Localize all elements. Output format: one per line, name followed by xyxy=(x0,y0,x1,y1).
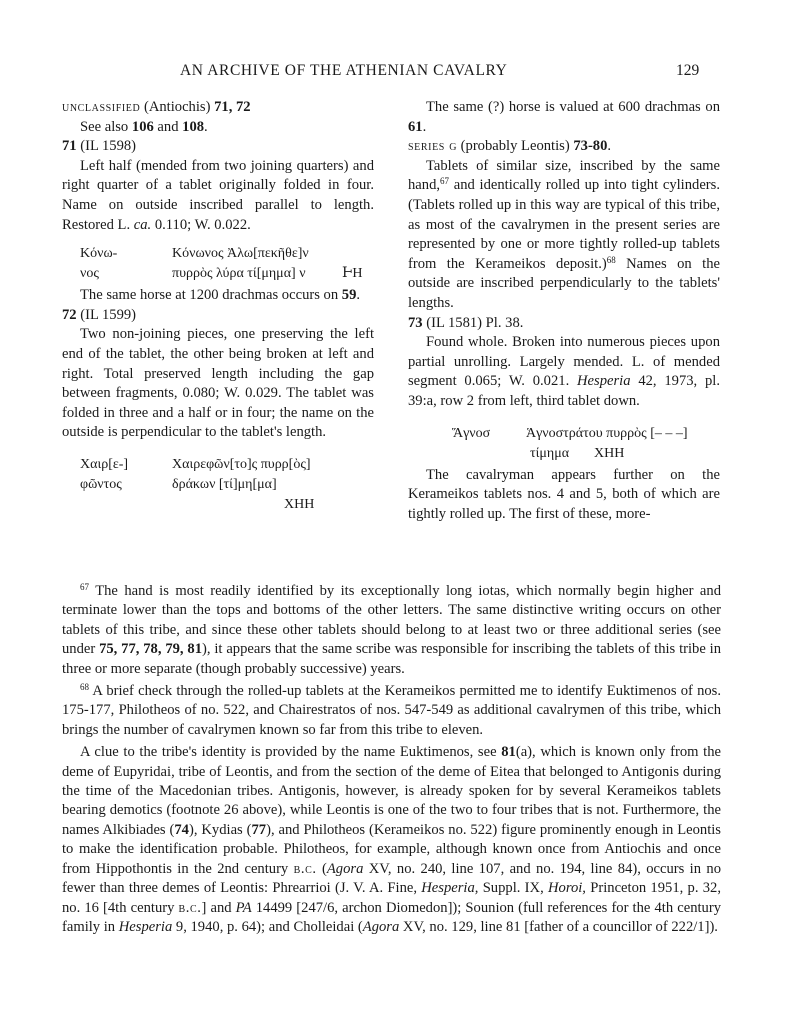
insc-71-value: ͰH xyxy=(342,266,363,282)
see-also-line: See also 106 and 108. xyxy=(80,118,208,135)
entry-71-note: The same horse at 1200 drachmas occurs on 59. xyxy=(80,287,361,304)
same-horse-note: The same (?) horse is valued at 600 drachmas on 61. xyxy=(408,99,720,135)
footnotes xyxy=(62,582,721,937)
series-g-heading: series g (probably Leontis) 73-80. xyxy=(408,138,612,155)
entry-71-heading: 71 (IL 1598) xyxy=(62,138,137,155)
page-number: 129 xyxy=(676,62,700,79)
entry-73-heading: 73 (IL 1581) Pl. 38. xyxy=(408,314,524,331)
insc-72-outside-2: φῶντος xyxy=(80,476,122,492)
insc-71-line-2: πυρρὸς λύρα τί[μημα] ν xyxy=(172,266,306,282)
right-column xyxy=(408,98,720,524)
insc-72-line-2: δράκων [τί]μη[μα] xyxy=(172,476,277,492)
inscription-71 xyxy=(62,244,374,286)
entry-71-description: Left half (mended from two joining quarters) and right quarter of a tablet originally folded in four. Name on outside inscribed parallel to length. Restored L. ca. 0.110; W. 0.022. xyxy=(62,157,374,233)
footnote-68-continued: A clue to the tribe's identity is provided by the name Euktimenos, see 81(a), which is known only from the deme of Eupyridai, tribe of Leontis, and from the section of the deme of Eitea that belonged to Antigonis during the time of the Macedonian tribes. Antigonis, however, is already spoken for by several Kerameikos tablets bearing demotics (footnote 26 above), while Leontis is one of the two to four tribes that is not. Furthermore, the names Alkibiades (74), Kydias (77), and Philotheos (Kerameikos no. 522) figure prominently enough in Leontis to make the identification probable. Philotheos, for example, although known once from Antiochis and once from Hippothontis in the 2nd century b.c. (Agora XV, no. 240, line 107, and no. 194, line 84), occurs in no fewer than three demes of Leontis: Phrearrioi (J. V. A. Fine, Hesperia, Suppl. IX, Horoi, Princeton 1951, p. 32, no. 16 [4th century b.c.] and PA 14499 [247/6, archon Diomedon]); Sounion (full references for the 4th century family in Hesperia 9, 1940, p. 64); and Cholleidai (Agora XV, no. 129, line 81 [father of a councillor of 222/1]). xyxy=(62,744,721,935)
insc-73-line-2a: τίμημα xyxy=(530,445,570,461)
series-g-description: Tablets of similar size, inscribed by the same hand,$^{67}$ and identically rolled up into tight cylinders. (Tablets rolled up in this way are typical of this tribe, as most of the cavalrymen in the present series are represented by one or more tightly rolled-up tablets from the Kerameikos deposit.)$^{68}$ Names on the outside are inscribed perpendicularly to the tablets' lengths. xyxy=(408,157,720,311)
running-header xyxy=(0,62,787,86)
insc-73-line-1: Ἁγνοστράτου πυρρὸς [– – –] xyxy=(526,425,688,441)
entry-73-description: Found whole. Broken into numerous pieces upon partial unrolling. Largely mended. L. of mended segment 0.065; W. 0.021. Hesperia 42, 1973, pl. 39:a, row 2 from left, third tablet down. xyxy=(408,334,720,409)
entry-72-description: Two non-joining pieces, one preserving the left end of the tablet, the other being broken at left and right. Total preserved length including the gap between fragments, 0.080; W. 0.029. The tablet was folded in three and a half or in four; the name on the outside is perpendicular to the tablet's length. xyxy=(62,326,374,441)
unclassified-heading: unclassified (Antiochis) 71, 72 xyxy=(62,99,251,115)
insc-71-outside-1: Κόνω- xyxy=(80,246,118,262)
insc-71-line-1: Κόνωνος Ἀλω[πεκῆθε]ν xyxy=(172,246,309,262)
insc-73-line-2b: ΧΗΗ xyxy=(594,445,625,461)
entry-73-note: The cavalryman appears further on the Kerameikos tablets nos. 4 and 5, both of which are tightly rolled up. The first of these, more- xyxy=(408,466,720,522)
footnote-ref-67: 67 xyxy=(440,176,450,187)
insc-72-outside-1: Χαιρ[ε-] xyxy=(80,456,129,472)
insc-72-line-1: Χαιρεφῶν[το]ς πυρρ[ὸς] xyxy=(172,456,311,472)
footnote-68: $^{68}$ A brief check through the rolled-up tablets at the Kerameikos permitted me to identify Euktimenos of nos. 175-177, Philotheos of no. 522, and Chairestratos of nos. 547-549 as additional cavalrymen of this tribe, which brings the number of cavalrymen known so far from this tribe to eleven. xyxy=(62,682,721,738)
insc-72-line-3: ΧΗΗ xyxy=(284,496,315,512)
left-column xyxy=(62,98,374,517)
footnote-67: $^{67}$ The hand is most readily identified by its exceptionally long iotas, which normally begin higher and terminate lower than the tops and bottoms of the other letters. The same distinctive writing occurs on other tablets of this tribe, and since these other tablets should belong to at least two or three additional series (see under 75, 77, 78, 79, 81), it appears that the same scribe was responsible for inscribing the tablets of this tribe in three or more separate (though probably successive) years. xyxy=(62,582,721,677)
footnote-ref-68: 68 xyxy=(606,254,616,265)
insc-73-outside-1: Ἅγνοσ xyxy=(452,425,491,441)
inscription-72 xyxy=(62,455,374,517)
inscription-73 xyxy=(408,424,720,466)
entry-72-heading: 72 (IL 1599) xyxy=(62,306,137,323)
running-title: AN ARCHIVE OF THE ATHENIAN CAVALRY xyxy=(180,62,508,79)
insc-71-outside-2: νος xyxy=(80,266,99,282)
